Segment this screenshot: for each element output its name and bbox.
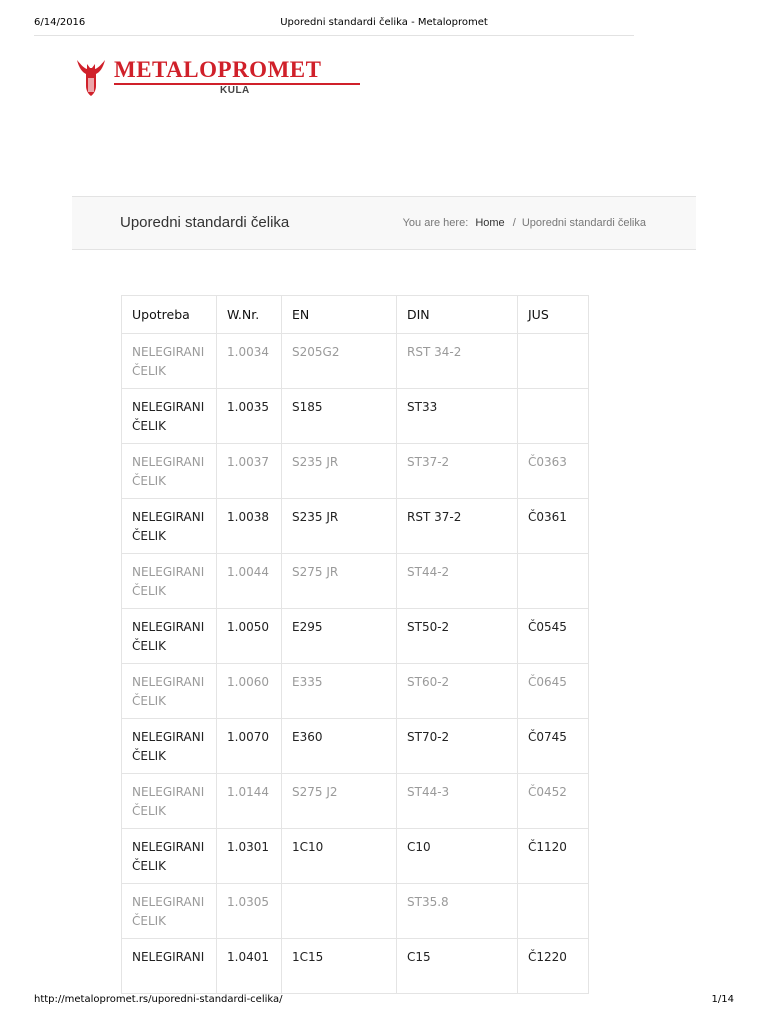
column-header-wnr: W.Nr. [217, 296, 282, 334]
cell-upotreba: NELEGIRANI [122, 939, 217, 994]
cell-wnr: 1.0038 [217, 499, 282, 554]
cell-jus: Č0452 [518, 774, 589, 829]
cell-din: ST44-3 [397, 774, 518, 829]
site-logo[interactable] [74, 56, 374, 100]
cell-en: 1C10 [282, 829, 397, 884]
table-row [122, 554, 589, 609]
cell-jus: Č0363 [518, 444, 589, 499]
cell-en: E335 [282, 664, 397, 719]
cell-wnr: 1.0035 [217, 389, 282, 444]
table-row [122, 334, 589, 389]
cell-wnr: 1.0305 [217, 884, 282, 939]
logo-city: KULA [220, 85, 250, 96]
cell-wnr: 1.0050 [217, 609, 282, 664]
cell-wnr: 1.0037 [217, 444, 282, 499]
print-date: 6/14/2016 [34, 17, 86, 28]
table-row [122, 719, 589, 774]
cell-upotreba: NELEGIRANI ČELIK [122, 664, 217, 719]
cell-jus [518, 884, 589, 939]
cell-en: S275 J2 [282, 774, 397, 829]
cell-upotreba: NELEGIRANI ČELIK [122, 334, 217, 389]
cell-jus: Č0545 [518, 609, 589, 664]
cell-upotreba: NELEGIRANI ČELIK [122, 609, 217, 664]
cell-din: C15 [397, 939, 518, 994]
column-header-en: EN [282, 296, 397, 334]
cell-upotreba: NELEGIRANI ČELIK [122, 444, 217, 499]
table-row [122, 774, 589, 829]
page-number: 1/14 [711, 994, 734, 1005]
logo-wordmark: METALOPROMET [114, 57, 322, 82]
cell-din: ST50-2 [397, 609, 518, 664]
cell-jus: Č0645 [518, 664, 589, 719]
cell-jus: Č1120 [518, 829, 589, 884]
cell-din: ST37-2 [397, 444, 518, 499]
cell-din: RST 34-2 [397, 334, 518, 389]
cell-jus [518, 389, 589, 444]
steel-standards-table [121, 295, 589, 994]
table-row [122, 939, 589, 994]
cell-upotreba: NELEGIRANI ČELIK [122, 884, 217, 939]
cell-en: S235 JR [282, 499, 397, 554]
cell-din: ST70-2 [397, 719, 518, 774]
cell-wnr: 1.0144 [217, 774, 282, 829]
bull-logo-icon [74, 56, 108, 98]
cell-din: RST 37-2 [397, 499, 518, 554]
cell-din: ST35.8 [397, 884, 518, 939]
cell-upotreba: NELEGIRANI ČELIK [122, 389, 217, 444]
table-row [122, 444, 589, 499]
cell-en: S275 JR [282, 554, 397, 609]
cell-en: E360 [282, 719, 397, 774]
cell-jus [518, 554, 589, 609]
table-row [122, 884, 589, 939]
cell-jus [518, 334, 589, 389]
table-row [122, 389, 589, 444]
breadcrumb-home-link[interactable]: Home [475, 217, 505, 229]
cell-upotreba: NELEGIRANI ČELIK [122, 719, 217, 774]
cell-wnr: 1.0401 [217, 939, 282, 994]
cell-wnr: 1.0301 [217, 829, 282, 884]
column-header-upotreba: Upotreba [122, 296, 217, 334]
cell-en: S205G2 [282, 334, 397, 389]
cell-en: S185 [282, 389, 397, 444]
print-footer [0, 990, 768, 1024]
breadcrumb-separator: / [512, 217, 516, 229]
table-row [122, 609, 589, 664]
column-header-jus: JUS [518, 296, 589, 334]
cell-din: ST44-2 [397, 554, 518, 609]
print-header-divider [34, 35, 634, 36]
cell-jus: Č1220 [518, 939, 589, 994]
breadcrumb [403, 217, 646, 229]
page-url[interactable]: http://metalopromet.rs/uporedni-standardi-celika/ [34, 994, 283, 1005]
cell-wnr: 1.0034 [217, 334, 282, 389]
cell-wnr: 1.0044 [217, 554, 282, 609]
cell-en: 1C15 [282, 939, 397, 994]
table-row [122, 499, 589, 554]
page-title: Uporedni standardi čelika [120, 214, 290, 231]
breadcrumb-prefix: You are here: [402, 217, 469, 229]
cell-upotreba: NELEGIRANI ČELIK [122, 829, 217, 884]
print-title: Uporedni standardi čelika - Metalopromet [280, 17, 488, 28]
column-header-din: DIN [397, 296, 518, 334]
cell-en [282, 884, 397, 939]
breadcrumb-current: Uporedni standardi čelika [521, 217, 646, 229]
cell-din: ST33 [397, 389, 518, 444]
cell-wnr: 1.0070 [217, 719, 282, 774]
cell-upotreba: NELEGIRANI ČELIK [122, 499, 217, 554]
cell-upotreba: NELEGIRANI ČELIK [122, 774, 217, 829]
cell-en: S235 JR [282, 444, 397, 499]
cell-jus: Č0745 [518, 719, 589, 774]
print-header [0, 0, 768, 36]
cell-jus: Č0361 [518, 499, 589, 554]
cell-en: E295 [282, 609, 397, 664]
cell-upotreba: NELEGIRANI ČELIK [122, 554, 217, 609]
page-title-bar [72, 196, 696, 250]
cell-wnr: 1.0060 [217, 664, 282, 719]
table-row [122, 829, 589, 884]
table-row [122, 664, 589, 719]
cell-din: C10 [397, 829, 518, 884]
cell-din: ST60-2 [397, 664, 518, 719]
table-header-row [122, 296, 589, 334]
